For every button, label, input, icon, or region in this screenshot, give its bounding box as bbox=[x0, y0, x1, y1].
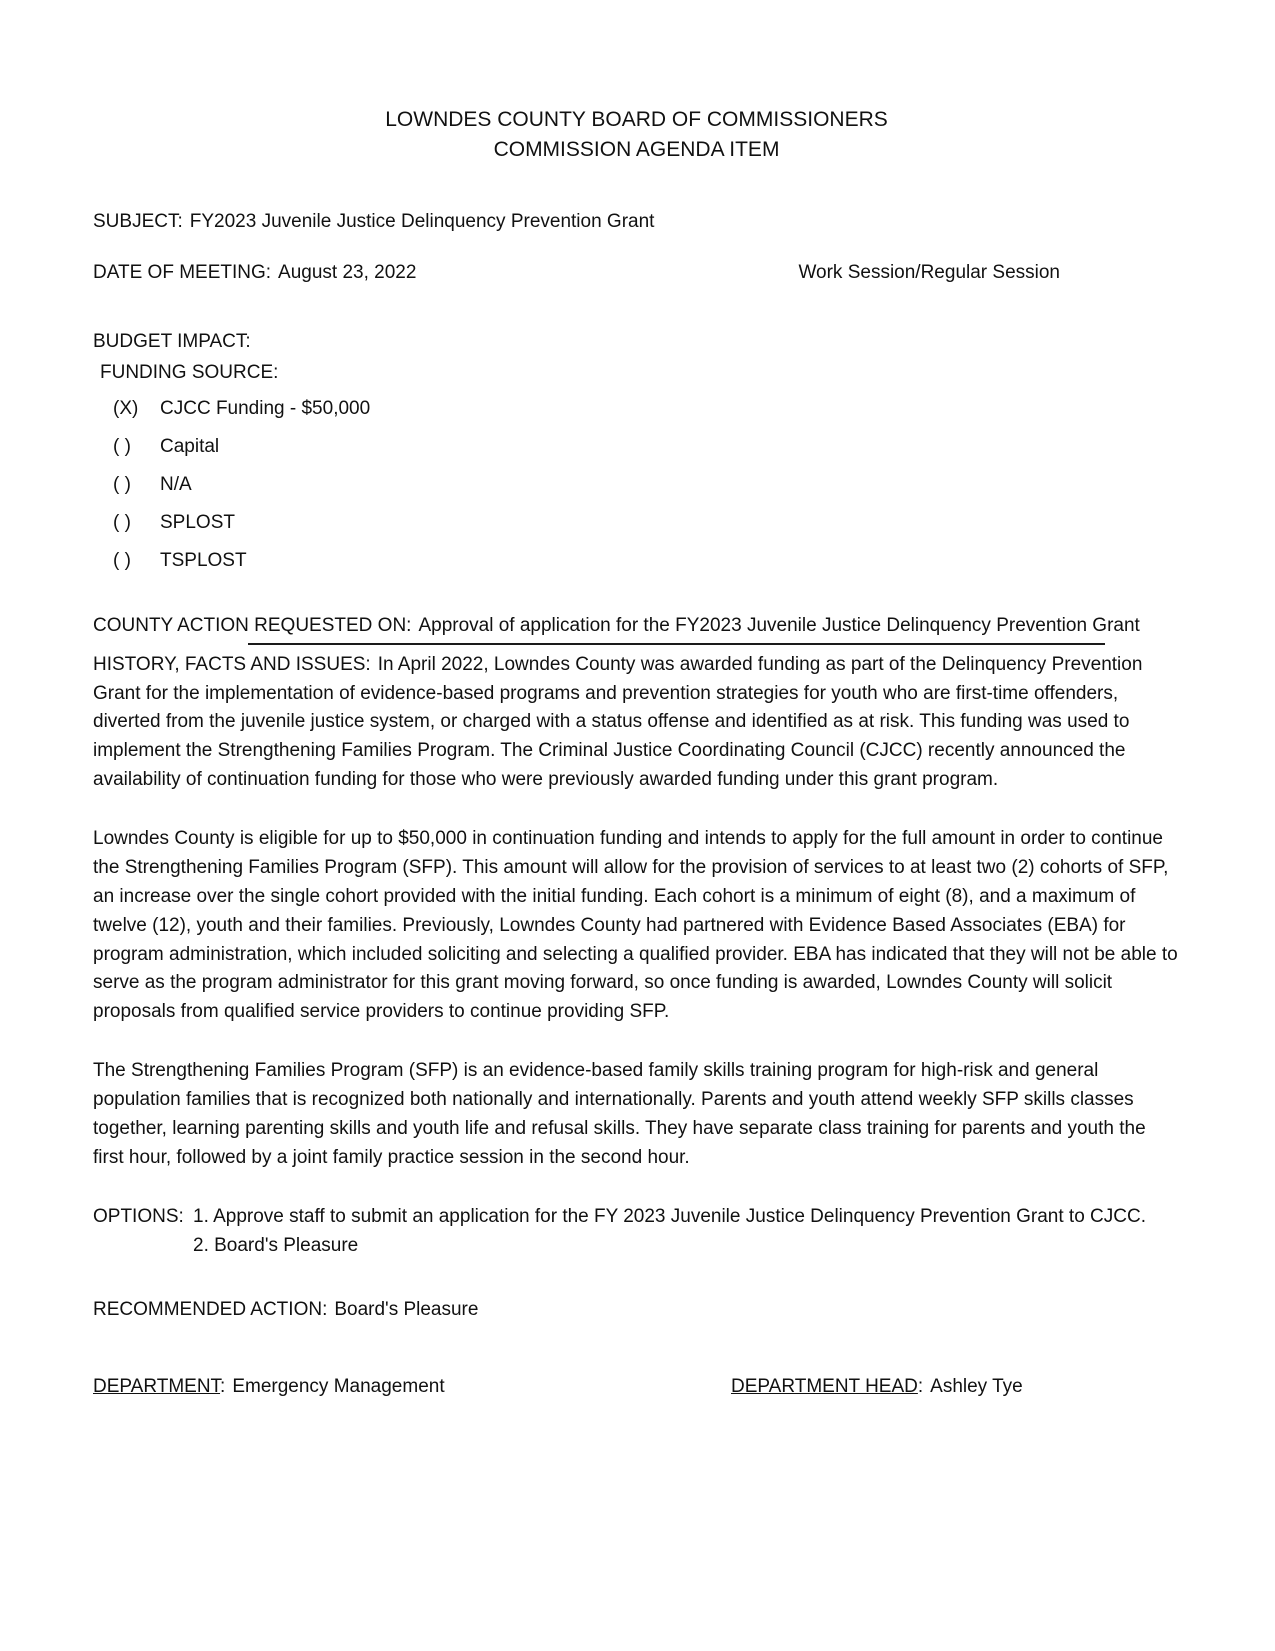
funding-option-label: TSPLOST bbox=[160, 549, 247, 571]
recommended-action-text: Board's Pleasure bbox=[334, 1299, 479, 1321]
county-action-line bbox=[93, 612, 1180, 641]
department-head-line bbox=[731, 1373, 1180, 1402]
subject-text: FY2023 Juvenile Justice Delinquency Prevention Grant bbox=[189, 210, 655, 232]
subject-line bbox=[93, 208, 1180, 237]
funding-option bbox=[113, 547, 1180, 576]
history-text-1: In April 2022, Lowndes County was awarded funding as part of the Delinquency Prevention Grant for the implementation of evidence-based programs and prevention strategies for youth who are first-time offenders, diverted from the juvenile justice system, or charged with a status offense and identified as at risk. This funding was used to implement the Strengthening Families Program. The Criminal Justice Coordinating Council (CJCC) recently announced the availability of continuation funding for those who were previously awarded funding under this grant program. bbox=[93, 653, 1143, 791]
department-line bbox=[93, 1373, 731, 1402]
options-section bbox=[93, 1203, 1180, 1261]
history-paragraph-3: The Strengthening Families Program (SFP) is an evidence-based family skills training program for high-risk and general population families that is recognized both nationally and internationally. Parents and youth attend weekly SFP skills classes together, learning parenting skills and youth life and refusal skills. They have separate class training for parents and youth the first hour, followed by a joint family practice session in the second hour. bbox=[93, 1060, 1146, 1168]
options-body bbox=[193, 1203, 1180, 1261]
department-head-label: DEPARTMENT HEAD bbox=[731, 1376, 918, 1398]
checkbox-mark: ( ) bbox=[113, 474, 131, 496]
history-paragraph-1 bbox=[93, 651, 1180, 795]
funding-option-label: Capital bbox=[160, 436, 220, 458]
department-row bbox=[93, 1373, 1180, 1402]
county-action-label: COUNTY ACTION REQUESTED ON: bbox=[93, 614, 412, 636]
county-action-text: Approval of application for the FY2023 Juvenile Justice Delinquency Prevention Grant bbox=[418, 614, 1140, 636]
funding-option-label: CJCC Funding - $50,000 bbox=[160, 398, 371, 420]
budget-impact-label: BUDGET IMPACT: bbox=[93, 330, 251, 352]
funding-option-label: N/A bbox=[160, 474, 192, 496]
section-divider bbox=[248, 643, 1105, 645]
date-text: August 23, 2022 bbox=[278, 261, 417, 283]
checkbox-mark: ( ) bbox=[113, 512, 131, 533]
department-label: DEPARTMENT bbox=[93, 1376, 221, 1398]
option-item-2: 2. Board's Pleasure bbox=[193, 1234, 359, 1256]
funding-option bbox=[113, 395, 1180, 424]
funding-option bbox=[113, 471, 1180, 500]
title-line-2: COMMISSION AGENDA ITEM bbox=[493, 138, 780, 162]
department-head-colon: : bbox=[917, 1376, 924, 1398]
date-label: DATE OF MEETING: bbox=[93, 261, 272, 283]
meeting-row bbox=[93, 259, 1180, 288]
checkbox-mark: (X) bbox=[113, 398, 139, 420]
funding-option-label: SPLOST bbox=[160, 512, 235, 533]
department-head-value: Ashley Tye bbox=[930, 1376, 1023, 1398]
department-colon: : bbox=[220, 1376, 226, 1398]
date-line bbox=[93, 259, 416, 288]
department-value: Emergency Management bbox=[232, 1376, 445, 1398]
history-label: HISTORY, FACTS AND ISSUES: bbox=[93, 653, 371, 675]
document-title bbox=[93, 105, 1180, 166]
funding-option bbox=[113, 433, 1180, 462]
title-line-1: LOWNDES COUNTY BOARD OF COMMISSIONERS bbox=[385, 108, 888, 131]
option-item-1: 1. Approve staff to submit an application for the FY 2023 Juvenile Justice Delinquency Prevention Grant to CJCC. bbox=[193, 1205, 1146, 1227]
subject-label: SUBJECT: bbox=[93, 210, 183, 232]
options-label: OPTIONS: bbox=[93, 1205, 184, 1227]
recommended-action-label: RECOMMENDED ACTION: bbox=[93, 1299, 328, 1321]
funding-source-label: FUNDING SOURCE: bbox=[100, 361, 279, 383]
funding-options-list bbox=[113, 395, 1180, 575]
session-text: Work Session/Regular Session bbox=[798, 261, 1060, 283]
funding-option bbox=[113, 509, 1180, 538]
history-paragraph-2: Lowndes County is eligible for up to $50,000 in continuation funding and intends to apply for the full amount in order to continue the Strengthening Families Program (SFP). This amount will allow for the provision of services to at least two (2) cohorts of SFP, an increase over the single cohort provided with the initial funding. Each cohort is a minimum of eight (8), and a maximum of twelve (12), youth and their families. Previously, Lowndes County had partnered with Evidence Based Associates (EBA) for program administration, which included soliciting and selecting a qualified provider. EBA has indicated that they will not be able to serve as the program administrator for this grant moving forward, so once funding is awarded, Lowndes County will solicit proposals from qualified service providers to continue providing SFP. bbox=[93, 828, 1178, 1023]
recommended-action-line bbox=[93, 1296, 1180, 1325]
checkbox-mark: ( ) bbox=[113, 549, 131, 571]
checkbox-mark: ( ) bbox=[113, 436, 131, 458]
